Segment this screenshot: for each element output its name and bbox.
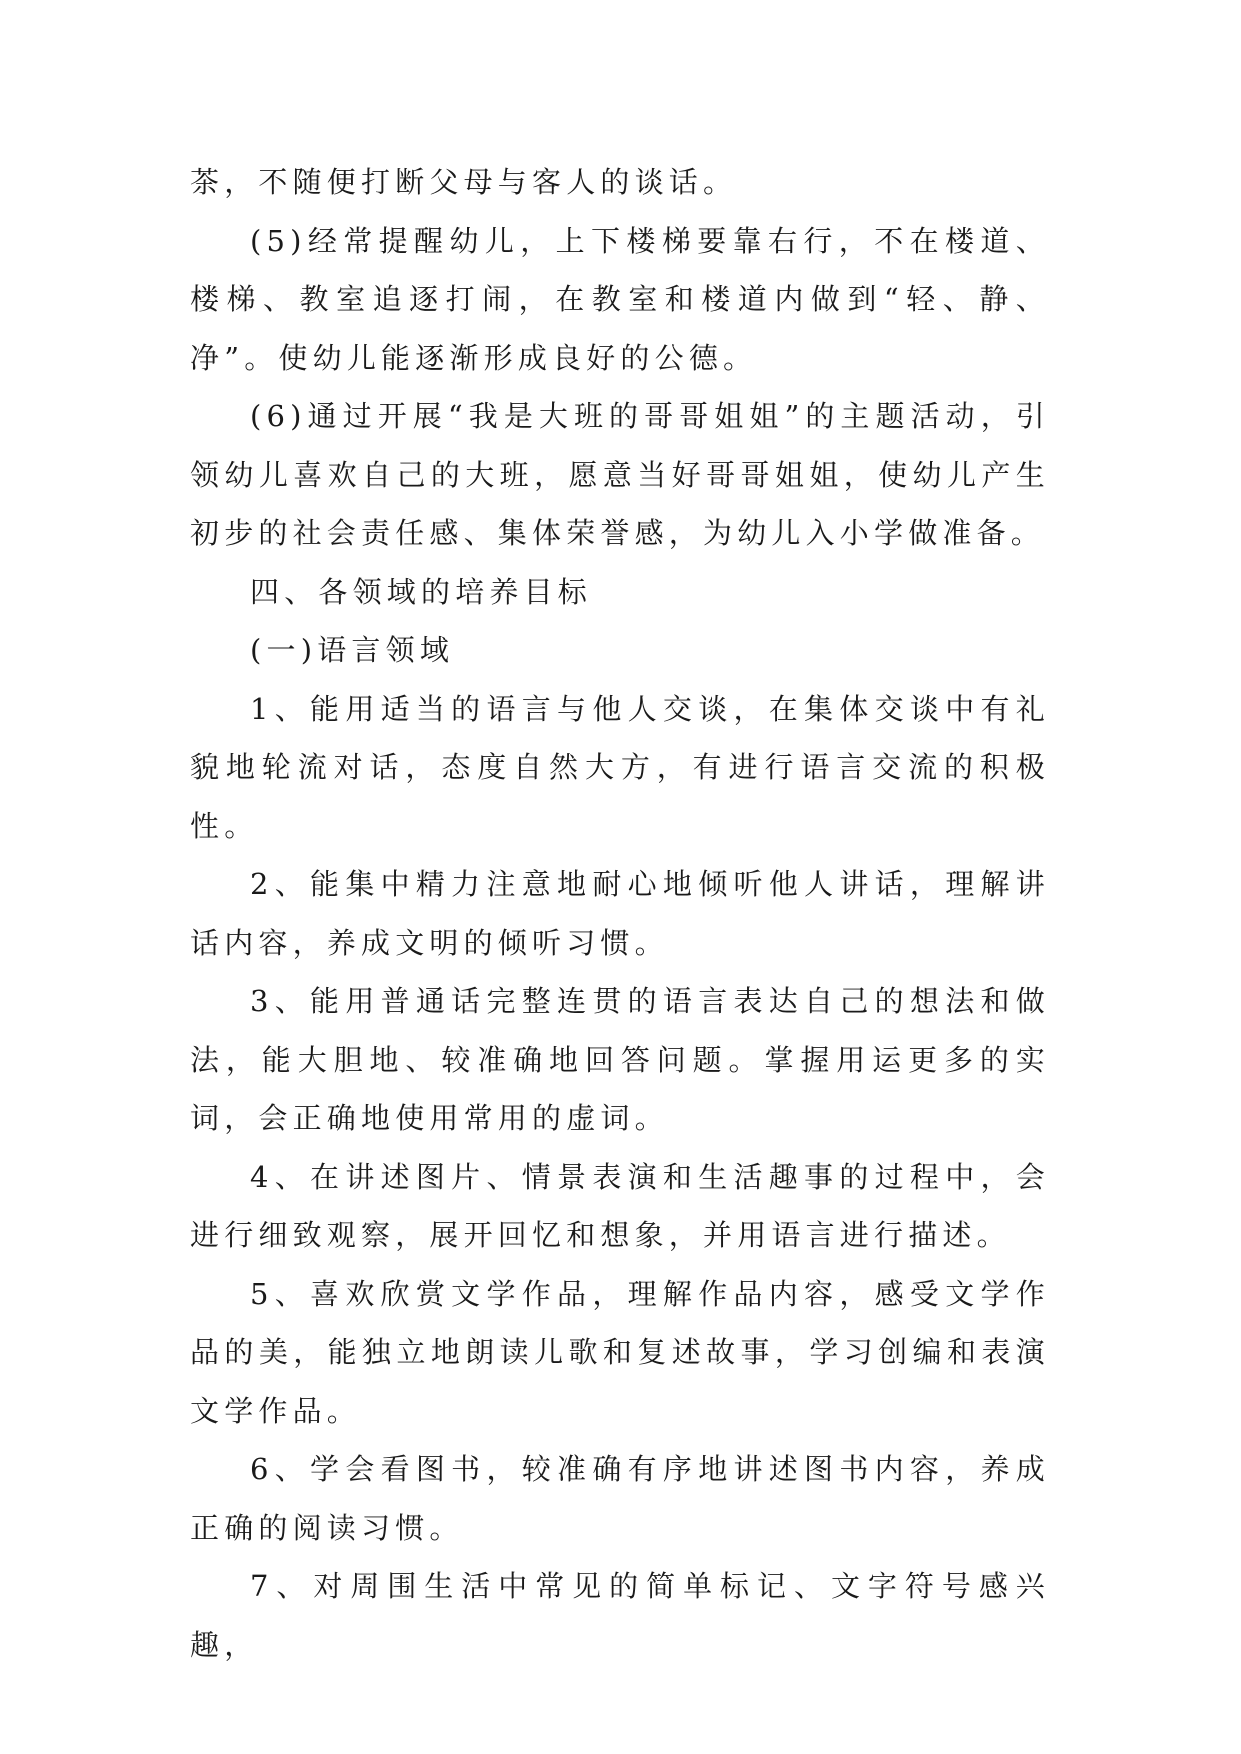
- goal-item-3: 3、能用普通话完整连贯的语言表达自己的想法和做法，能大胆地、较准确地回答问题。掌握用运更多的实词，会正确地使用常用的虚词。: [190, 984, 1050, 1135]
- section-heading: 四、各领域的培养目标: [250, 574, 593, 609]
- subsection-heading: (一)语言领域: [250, 633, 455, 667]
- goal-item-6: 6、学会看图书，较准确有序地讲述图书内容，养成正确的阅读习惯。: [190, 1452, 1050, 1545]
- paragraph-item-6: (6)通过开展“我是大班的哥哥姐姐”的主题活动，引领幼儿喜欢自己的大班，愿意当好哥哥姐姐，使幼儿产生初步的社会责任感、集体荣誉感，为幼儿入小学做准备。: [190, 399, 1050, 550]
- paragraph-item-5: (5)经常提醒幼儿，上下楼梯要靠右行，不在楼道、楼梯、教室追逐打闹，在教室和楼道内做到“轻、静、净”。使幼儿能逐渐形成良好的公德。: [190, 223, 1050, 375]
- goal-item-4: 4、在讲述图片、情景表演和生活趣事的过程中，会进行细致观察，展开回忆和想象，并用语言进行描述。: [190, 1159, 1050, 1252]
- goal-item-5: 5、喜欢欣赏文学作品，理解作品内容，感受文学作品的美，能独立地朗读儿歌和复述故事，学习创编和表演文学作品。: [190, 1276, 1050, 1428]
- goal-item-7: 7、对周围生活中常见的简单标记、文字符号感兴趣，: [190, 1569, 1050, 1662]
- document-body: [190, 153, 1050, 1674]
- paragraph-continuation: 茶，不随便打断父母与客人的谈话。: [190, 165, 738, 199]
- goal-item-1: 1、能用适当的语言与他人交谈，在集体交谈中有礼貌地轮流对话，态度自然大方，有进行语言交流的积极性。: [190, 691, 1050, 843]
- goal-item-2: 2、能集中精力注意地耐心地倾听他人讲话，理解讲话内容，养成文明的倾听习惯。: [190, 867, 1050, 960]
